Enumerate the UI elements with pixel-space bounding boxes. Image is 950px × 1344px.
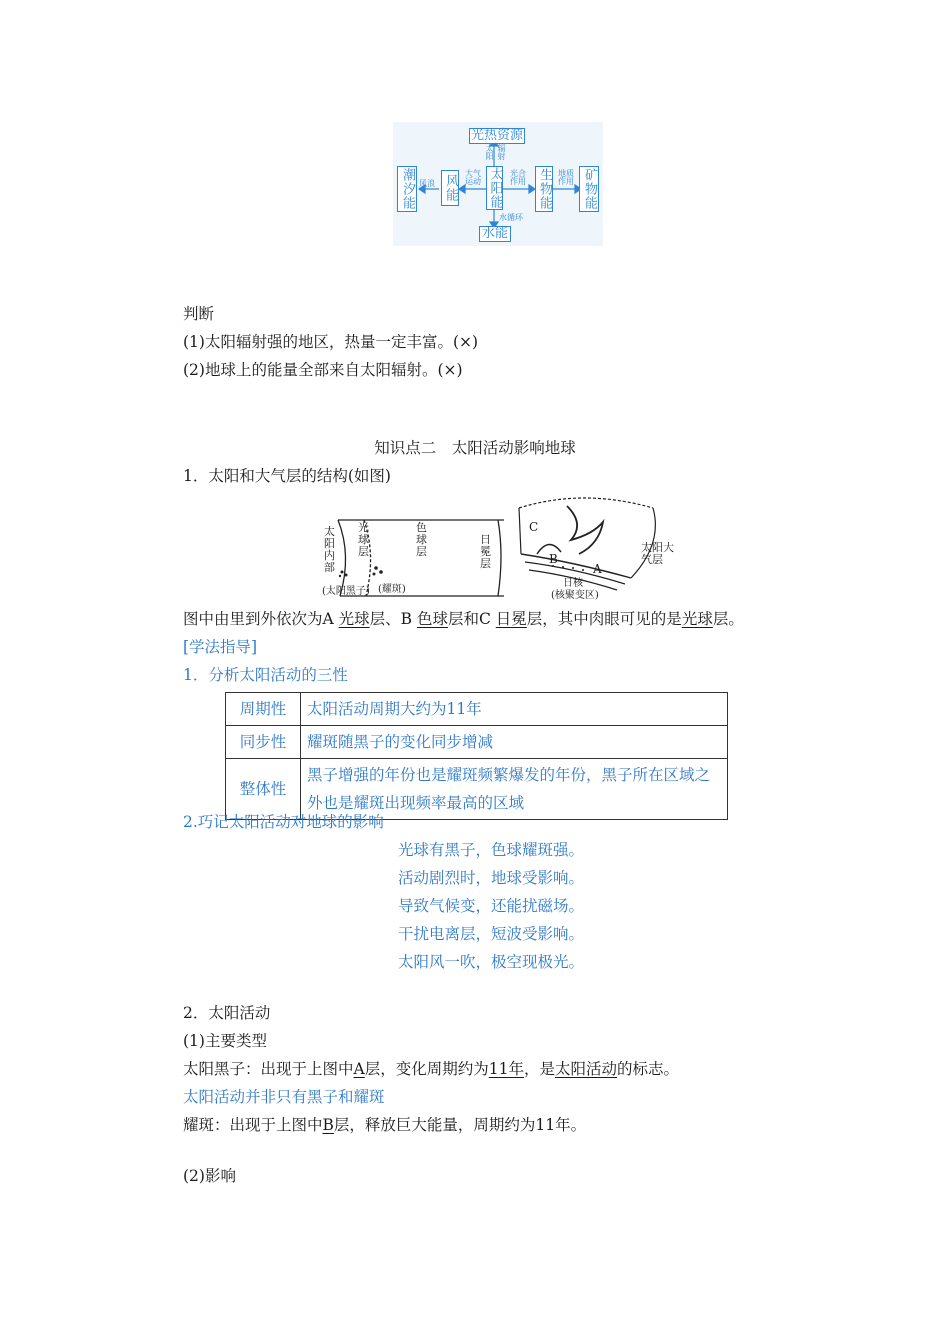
sunspot-sentence	[183, 1059, 679, 1079]
tidal-energy-box: 潮汐能	[397, 166, 417, 212]
label-atmosphere-motion: 大气运动	[465, 169, 481, 186]
label-water-cycle: 水循环	[499, 213, 523, 222]
activity-heading: 2．太阳活动	[183, 1004, 271, 1022]
sentence-part: 层。	[712, 610, 744, 628]
table-key: 周期性	[226, 693, 301, 726]
answer-a: 光球	[338, 610, 370, 628]
poem-line: 光球有黑子，色球耀斑强。	[398, 841, 585, 859]
label-b: B	[549, 552, 558, 566]
label-wind-wave: 风浪	[419, 179, 435, 188]
activity-sub2: (2)影响	[183, 1167, 236, 1185]
sentence-part: 图中由里到外依次为A	[183, 610, 339, 628]
table-value: 耀斑随黑子的变化同步增减	[301, 726, 728, 759]
sentence-part: 层，释放巨大能量，周期约为11年。	[333, 1116, 587, 1134]
answer-layer: B	[322, 1116, 334, 1134]
sentence-part: 耀斑：出现于上图中	[183, 1116, 323, 1134]
three-properties-table	[225, 692, 728, 820]
label-photosynthesis: 光合作用	[510, 169, 526, 186]
sun-sector-figure	[513, 494, 683, 601]
label-chromosphere: 色球层	[416, 521, 427, 558]
answer-c: 日冕	[495, 610, 527, 628]
label-a: A	[593, 562, 602, 576]
sentence-part: 的标志。	[617, 1060, 680, 1078]
energy-source-diagram	[393, 122, 603, 246]
guide-heading-1: 1．分析太阳活动的三性	[183, 666, 348, 684]
mineral-energy-box: 矿物能	[579, 166, 599, 212]
wind-energy-box: 风能	[441, 170, 459, 206]
table-value: 太阳活动周期大约为11年	[301, 693, 728, 726]
solar-thermal-box: 光热资源	[470, 128, 523, 143]
table-key: 整体性	[226, 759, 301, 820]
label-radiation: 辐射	[497, 144, 506, 160]
hydro-energy-box: 水能	[479, 226, 511, 242]
answer-sign: 太阳活动	[554, 1060, 617, 1078]
table-row	[226, 759, 728, 820]
answer-visible: 光球	[681, 610, 713, 628]
table-row	[226, 726, 728, 759]
solar-energy-box: 太阳能	[487, 167, 503, 209]
bio-energy-box: 生物能	[537, 168, 552, 210]
poem-line: 活动剧烈时，地球受影响。	[398, 869, 585, 887]
judge-item-2: (2)地球上的能量全部来自太阳辐射。(×)	[183, 361, 463, 379]
table-row	[226, 693, 728, 726]
judge-title: 判断	[183, 305, 215, 323]
sentence-part: 层，变化周期约为	[364, 1060, 489, 1078]
judge-item-1: (1)太阳辐射强的地区，热量一定丰富。(×)	[183, 333, 479, 351]
poem-line: 干扰电离层，短波受影响。	[398, 925, 585, 943]
table-value: 黑子增强的年份也是耀斑频繁爆发的年份，黑子所在区域之外也是耀斑出现频率最高的区域	[301, 759, 728, 820]
activity-note: 太阳活动并非只有黑子和耀斑	[183, 1088, 385, 1106]
label-sun-interior: 太阳内部	[324, 525, 335, 574]
flare-sentence	[183, 1115, 586, 1135]
label-solar-atmosphere: 太阳大气层	[641, 541, 674, 566]
guide-label: [学法指导]	[183, 638, 258, 656]
label-core: 日核	[563, 578, 583, 589]
sun-layers-figure	[318, 500, 508, 598]
activity-sub1: (1)主要类型	[183, 1032, 267, 1050]
label-flare: (耀斑)	[378, 584, 406, 595]
poem-line: 太阳风一吹，极空现极光。	[398, 953, 585, 971]
label-core-sub: (核聚变区)	[551, 590, 599, 601]
poem-line: 导致气候变，还能扰磁场。	[398, 897, 585, 915]
label-c: C	[529, 520, 539, 534]
sentence-part: 层和C	[447, 610, 496, 628]
answer-period: 11年	[488, 1060, 524, 1078]
sentence-part: 层，其中肉眼可见的是	[526, 610, 682, 628]
answer-layer: A	[353, 1060, 365, 1078]
label-corona: 日冕层	[480, 533, 491, 570]
sentence-part: ，是	[523, 1060, 555, 1078]
structure-sentence	[183, 609, 744, 629]
answer-b: 色球	[416, 610, 448, 628]
label-sun: 太阳	[485, 144, 494, 160]
label-geology: 地质作用	[558, 169, 574, 186]
guide-heading-2: 2.巧记太阳活动对地球的影响	[183, 813, 384, 831]
label-photosphere: 光球层	[358, 521, 369, 558]
section-title: 知识点二 太阳活动影响地球	[374, 439, 576, 457]
structure-heading: 1．太阳和大气层的结构(如图)	[183, 467, 391, 485]
label-sunspot: (太阳黑子)	[322, 586, 370, 597]
sentence-part: 太阳黑子：出现于上图中	[183, 1060, 354, 1078]
sentence-part: 层、B	[369, 610, 417, 628]
table-key: 同步性	[226, 726, 301, 759]
